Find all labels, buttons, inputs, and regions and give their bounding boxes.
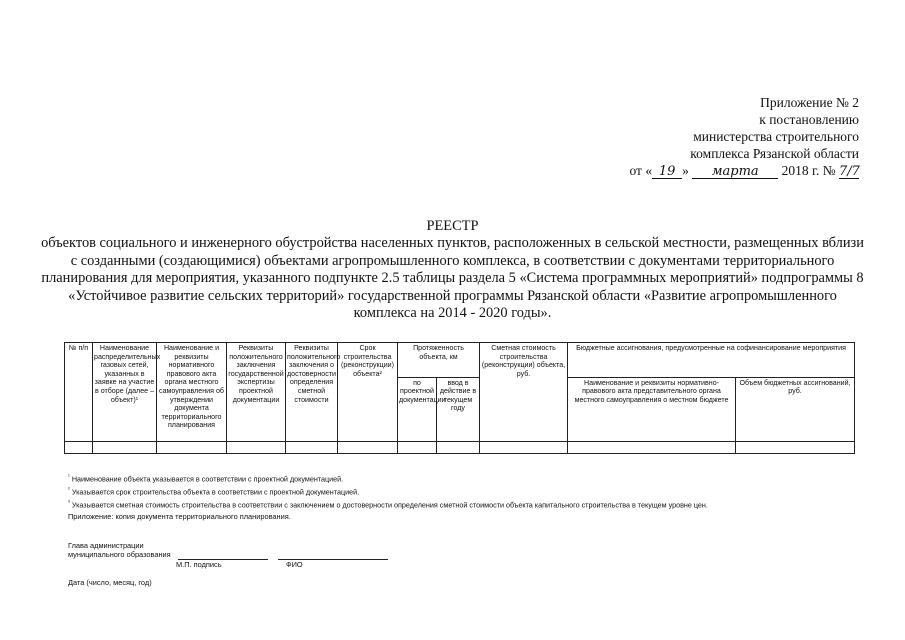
table-cell (568, 442, 736, 454)
footnote-2 (68, 485, 868, 498)
date-caption: Дата (число, месяц, год) (68, 578, 152, 587)
fio-caption: ФИО (286, 560, 303, 569)
table-cell (480, 442, 568, 454)
document-subtitle: объектов социального и инженерного обустройства населенных пунктов, расположенных в сельской местности, размещенных вблизи с созданными (создающимися) объектами агропромышленного комплекса, в соответствии с документами территориального планирования для мероприятия, указанного подпункте 2.5 таблицы раздела 5 «Система программных мероприятий» подпрограммы 8 «Устойчивое развитие сельских территорий» государственной программы Рязанской области «Развитие агропромышленного комплекса на 2014 - 2020 годы». (41, 235, 864, 322)
date-prefix: от « (629, 163, 653, 178)
footnote-3-marker: ³ (68, 499, 70, 506)
header-term: Срок строительства (реконструкции) объекта² (338, 343, 398, 442)
header-object-name: Наименование распределительных газовых сетей, указанных в заявке на участие в отборе (далее – объект)¹ (93, 343, 157, 442)
title-block (40, 218, 865, 322)
header-conclusion: Реквизиты положительного заключения о достоверности определения сметной стоимости (286, 343, 338, 442)
header-length-doc: по проектной документации (398, 377, 437, 441)
registry-table (64, 342, 855, 454)
table-cell (338, 442, 398, 454)
footnote-2-marker: ² (68, 486, 70, 493)
header-budget-volume: Объем бюджетных ассигнований, руб. (736, 377, 855, 441)
footnote-2-text: Указывается срок строительства объекта в соответствии с проектной документацией. (71, 487, 360, 497)
date-month: марта (692, 165, 778, 179)
footnote-3-text: Указывается сметная стоимость строительства в соответствии с заключением о достоверности определения сметной стоимости объекта капитального строительства в текущем уровне цен. (71, 500, 708, 510)
table-cell (437, 442, 480, 454)
table-cell (736, 442, 855, 454)
footnote-1-text: Наименование объекта указывается в соответствии с проектной документацией. (71, 474, 344, 484)
date-mid: » (682, 163, 689, 178)
appendix-date-line (599, 162, 859, 179)
table-cell (398, 442, 437, 454)
table-cell (157, 442, 227, 454)
signature-line-2: муниципального образования (68, 550, 171, 559)
appendix-line-3: министерства строительного (693, 129, 859, 144)
footnote-1-marker: ¹ (68, 474, 70, 480)
table-header-row (65, 343, 855, 378)
header-length: Протяженность объекта, км (398, 343, 480, 378)
appendix-line-1: Приложение № 2 (760, 95, 859, 110)
table-cell (93, 442, 157, 454)
header-cost: Сметная стоимость строительства (реконструкции) объекта, руб. (480, 343, 568, 442)
attachment-note: Приложение: копия документа территориального планирования. (68, 512, 291, 521)
appendix-block (599, 94, 859, 179)
table-cell (227, 442, 286, 454)
signature-line-1: Глава администрации (68, 541, 144, 550)
appendix-line-4: комплекса Рязанской области (690, 146, 859, 161)
header-budget-act: Наименование и реквизиты нормативно-правового акта представительного органа местного самоуправления о местном бюджете (568, 377, 736, 441)
table-row (65, 442, 855, 454)
decree-number: 7/7 (839, 164, 860, 179)
footnote-3 (68, 498, 868, 511)
table-cell (286, 442, 338, 454)
signature-block (68, 541, 303, 569)
header-planning-act: Наименование и реквизиты нормативного правового акта органа местного самоуправления об утверждении документа территориального планирования (157, 343, 227, 442)
appendix-line-2: к постановлению (759, 112, 859, 127)
signature-caption: М.П. подпись (176, 560, 222, 569)
document-title: РЕЕСТР (426, 218, 479, 234)
date-day: 19 (652, 165, 682, 179)
date-year: 2018 г. № (781, 163, 836, 178)
header-expertise: Реквизиты положительного заключения государственной экспертизы проектной документации (227, 343, 286, 442)
footnotes (68, 472, 868, 511)
header-number: № п/п (65, 343, 93, 442)
header-length-commission: ввод в действие в текущем году (437, 377, 480, 441)
table-cell (65, 442, 93, 454)
footnote-1 (68, 472, 868, 485)
header-budget: Бюджетные ассигнования, предусмотренные на софинансирование мероприятия (568, 343, 855, 378)
